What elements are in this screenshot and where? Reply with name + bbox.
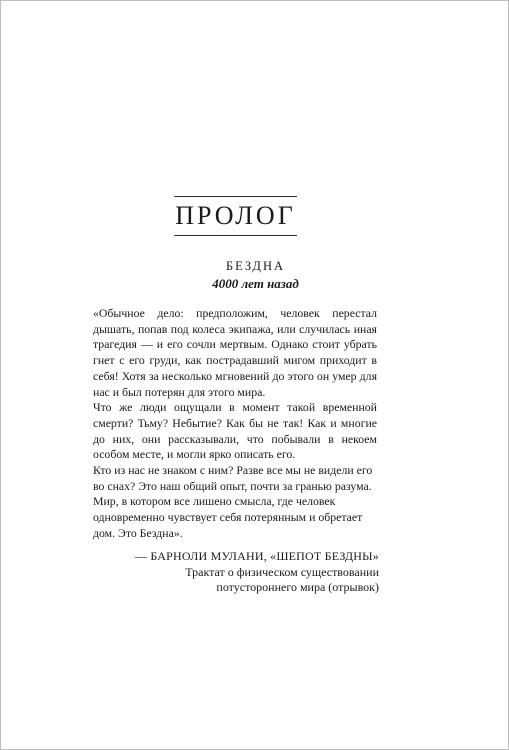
prologue-heading: [174, 196, 297, 236]
epigraph-paragraph: Кто из нас не знаком с ним? Разве все мы не видели его во снах? Это наш общий опыт, почти за гранью разума. Мир, в котором все лишено смысла, где человек одновременно чувствует себя потерянным и обретает дом. Это Бездна».: [93, 463, 373, 540]
epigraph-paragraph: «Обычное дело: предположим, человек перестал дышать, попав под колеса экипажа, или случилась иная трагедия — и его сочли мертвым. Однако стоит убрать гнет с его груди, как пострадавший мигом приходит в себя! Хотя за несколько мгновений до этого он умер для нас и был потерян для этого мира.: [93, 306, 377, 399]
epigraph-text: [93, 306, 377, 542]
epigraph-attribution: [93, 549, 379, 596]
chapter-title: ПРОЛОГ: [175, 201, 296, 230]
section-name: БЕЗДНА: [225, 259, 286, 273]
attribution-author: — БАРНОЛИ МУЛАНИ, «ШЕПОТ БЕЗДНЫ»: [134, 549, 379, 563]
epigraph-paragraph: Что же люди ощущали в момент такой временной смерти? Тьму? Небытие? Как бы не так! Как и многие до них, они рассказывали, что побывали в некоем особом месте, и могли ярко описать его.: [93, 400, 377, 462]
attribution-source: Трактат о физическом существовании: [185, 564, 379, 579]
attribution-source: потустороннего мира (отрывок): [216, 580, 379, 595]
section-time: 4000 лет назад: [212, 276, 299, 291]
bottom-rule: [174, 235, 297, 236]
